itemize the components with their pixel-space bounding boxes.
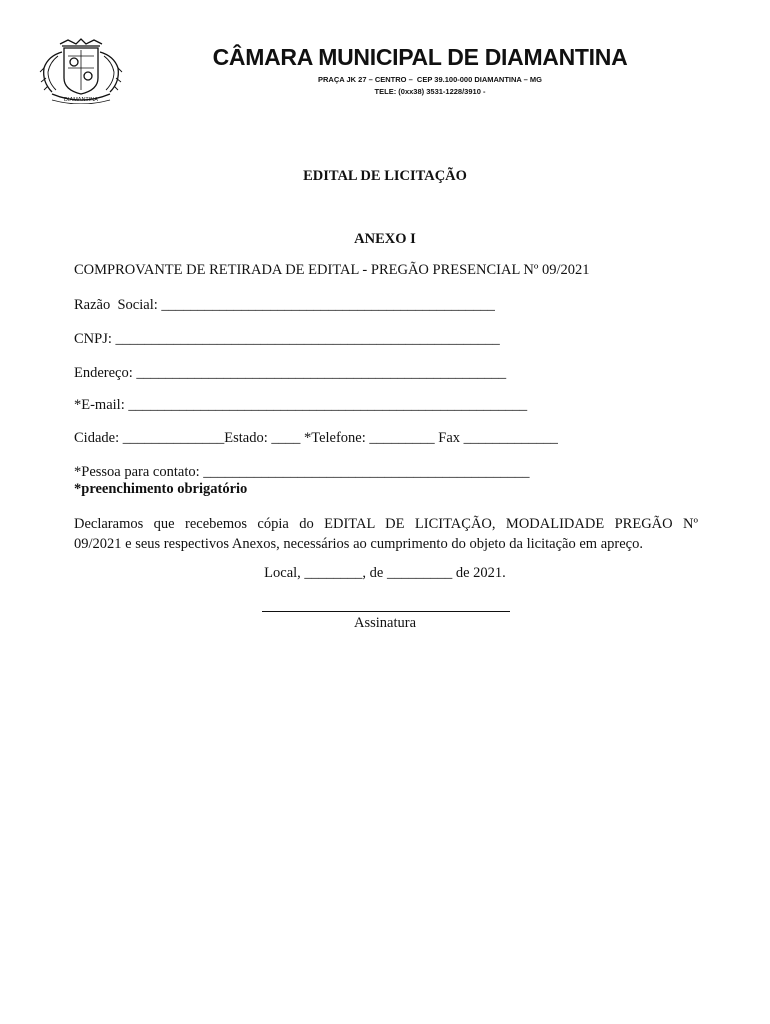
endereco-field[interactable]: Endereço: ___________________________________________________	[74, 365, 507, 381]
declaration-line-1: Declaramos que recebemos cópia do EDITAL DE LICITAÇÃO, MODALIDADE PREGÃO Nº	[74, 516, 698, 532]
email-field[interactable]: *E-mail: _______________________________________________________	[74, 397, 528, 413]
date-line[interactable]: Local, ________, de _________ de 2021.	[264, 565, 506, 581]
signature-label: Assinatura	[353, 615, 416, 631]
declaration-line-2: 09/2021 e seus respectivos Anexos, necessários ao cumprimento do objeto da licitação em apreço.	[74, 536, 643, 552]
phone-line: TELE: (0xx38) 3531-1228/3910 -	[374, 87, 486, 96]
document-subtitle: COMPROVANTE DE RETIRADA DE EDITAL - PREGÃO PRESENCIAL Nº 09/2021	[74, 262, 590, 278]
razao-social-field[interactable]: Razão Social: ______________________________________________	[74, 297, 495, 313]
contact-person-field[interactable]: *Pessoa para contato: _____________________________________________	[74, 464, 530, 480]
address-line: PRAÇA JK 27 – CENTRO – CEP 39.100-000 DIAMANTINA – MG	[318, 75, 542, 84]
document-heading: EDITAL DE LICITAÇÃO	[303, 168, 467, 184]
annex-title: ANEXO I	[354, 231, 416, 247]
svg-text:DIAMANTINA: DIAMANTINA	[64, 97, 98, 103]
declaration-paragraph	[74, 514, 698, 554]
mandatory-note: *preenchimento obrigatório	[74, 481, 248, 497]
city-state-phone-fax-fields[interactable]: Cidade: ______________Estado: ____ *Telefone: _________ Fax _____________	[74, 430, 558, 446]
signature-line[interactable]	[262, 611, 510, 612]
institution-title: CÂMARA MUNICIPAL DE DIAMANTINA	[212, 44, 628, 70]
cnpj-field[interactable]: CNPJ: _____________________________________________________	[74, 331, 500, 347]
